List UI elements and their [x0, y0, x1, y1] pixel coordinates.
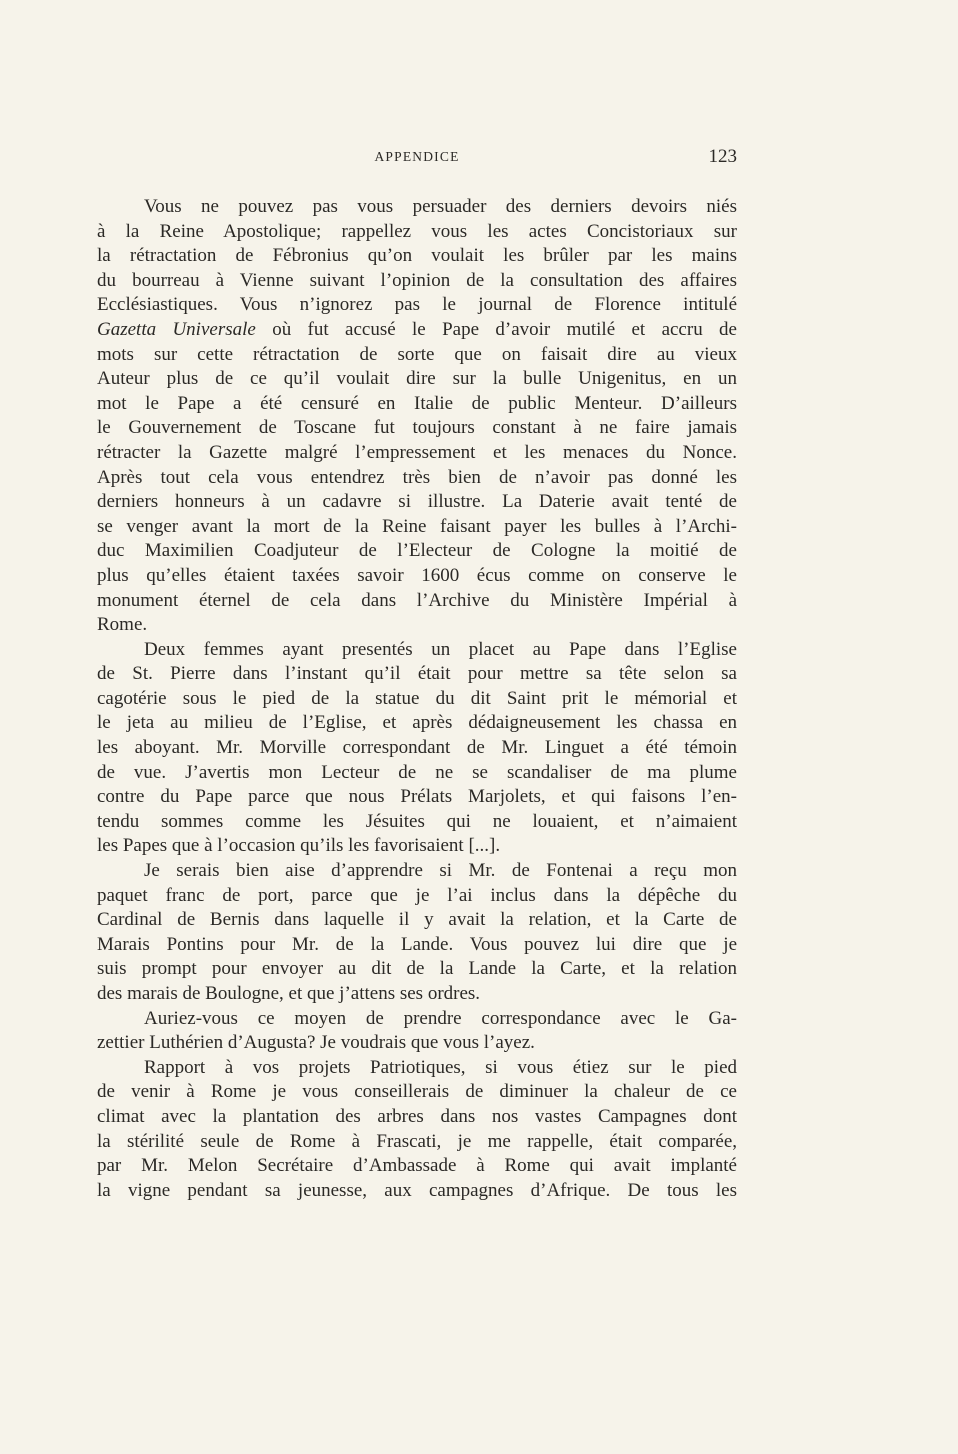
- text-line: de vue. J’avertis mon Lecteur de ne se scandaliser de ma plume: [97, 761, 737, 783]
- text-line: paquet franc de port, parce que je l’ai inclus dans la dépêche du: [97, 884, 737, 906]
- paragraph: [97, 859, 737, 1007]
- paragraph: [97, 638, 737, 859]
- text-line: du bourreau à Vienne suivant l’opinion de la consultation des affaires: [97, 269, 737, 291]
- text-line: contre du Pape parce que nous Prélats Marjolets, et qui faisons l’en-: [97, 786, 737, 808]
- text-line: le Gouvernement de Toscane fut toujours constant à ne faire jamais: [97, 417, 737, 439]
- page-number: 123: [708, 146, 737, 167]
- text-line: les aboyant. Mr. Morville correspondant de Mr. Linguet a été témoin: [97, 737, 737, 759]
- body-text: [97, 195, 737, 1203]
- paragraph: [97, 195, 737, 638]
- paragraph: [97, 1007, 737, 1056]
- text-line: [97, 318, 737, 343]
- text-line: Rome.: [97, 614, 148, 636]
- text-line: mots sur cette rétractation de sorte que on faisait dire au vieux: [97, 343, 737, 365]
- text-line: des marais de Boulogne, et que j’attens ses ordres.: [97, 983, 481, 1004]
- text-line: plus qu’elles étaient taxées savoir 1600 écus comme on conserve le: [97, 564, 737, 586]
- text-line: Je serais bien aise d’apprendre si Mr. de Fontenai a reçu mon: [144, 860, 737, 882]
- text-line: la stérilité seule de Rome à Frascati, je me rappelle, était comparée,: [97, 1130, 737, 1152]
- text-line: la rétractation de Fébronius qu’on voulait les brûler par les mains: [97, 245, 737, 267]
- text-line: rétracter la Gazette malgré l’empressement et les menaces du Nonce.: [97, 441, 737, 463]
- text-line: mot le Pape a été censuré en Italie de public Menteur. D’ailleurs: [97, 392, 737, 414]
- text-line: Deux femmes ayant presentés un placet au Pape dans l’Eglise: [144, 638, 737, 660]
- text-line: suis prompt pour envoyer au dit de la Lande la Carte, et la relation: [97, 958, 737, 980]
- text-line: Auteur plus de ce qu’il voulait dire sur la bulle Unigenitus, en un: [97, 368, 737, 390]
- text-line: Vous ne pouvez pas vous persuader des derniers devoirs niés: [144, 196, 737, 217]
- italic-title: Gazetta Universale: [97, 318, 256, 340]
- text-line: la vigne pendant sa jeunesse, aux campagnes d’Afrique. De tous les: [97, 1179, 737, 1201]
- paragraph: [97, 1056, 737, 1204]
- text-line: Après tout cela vous entendrez très bien de n’avoir pas donné les: [97, 466, 737, 488]
- text-line: Auriez-vous ce moyen de prendre correspondance avec le Ga-: [144, 1007, 737, 1029]
- text-line: duc Maximilien Coadjuteur de l’Electeur de Cologne la moitié de: [97, 540, 737, 562]
- text-line: zettier Luthérien d’Augusta? Je voudrais que vous l’ayez.: [97, 1032, 535, 1054]
- text-line: le jeta au milieu de l’Eglise, et après dédaigneusement les chassa en: [97, 712, 737, 734]
- text-line: de venir à Rome je vous conseillerais de diminuer la chaleur de ce: [97, 1081, 737, 1103]
- text-line: par Mr. Melon Secrétaire d’Ambassade à Rome qui avait implanté: [97, 1155, 737, 1177]
- text-line: Marais Pontins pour Mr. de la Lande. Vous pouvez lui dire que je: [97, 933, 737, 955]
- text-line: climat avec la plantation des arbres dans nos vastes Campagnes dont: [97, 1105, 737, 1127]
- running-title: APPENDICE: [374, 149, 460, 164]
- text-line: Cardinal de Bernis dans laquelle il y avait la relation, et la Carte de: [97, 909, 737, 931]
- line-remainder: où fut accusé le Pape d’avoir mutilé et accru de: [255, 318, 737, 340]
- text-line: les Papes que à l’occasion qu’ils les favorisaient [...].: [97, 835, 501, 857]
- text-line: à la Reine Apostolique; rappellez vous les actes Concistoriaux sur: [97, 220, 737, 242]
- text-line: se venger avant la mort de la Reine faisant payer les bulles à l’Archi-: [97, 515, 737, 537]
- text-line: derniers honneurs à un cadavre si illustre. La Daterie avait tenté de: [97, 491, 737, 513]
- text-line: de St. Pierre dans l’instant qu’il était pour mettre sa tête selon sa: [97, 663, 737, 685]
- running-head: [97, 146, 737, 170]
- text-line: cagotérie sous le pied de la statue du dit Saint prit le mémorial et: [97, 687, 737, 709]
- text-line: monument éternel de cela dans l’Archive du Ministère Impérial à: [97, 589, 737, 611]
- text-line: Rapport à vos projets Patriotiques, si vous étiez sur le pied: [144, 1056, 737, 1078]
- text-line: tendu sommes comme les Jésuites qui ne louaient, et n’aimaient: [97, 810, 737, 832]
- text-line: Ecclésiastiques. Vous n’ignorez pas le journal de Florence intitulé: [97, 294, 737, 316]
